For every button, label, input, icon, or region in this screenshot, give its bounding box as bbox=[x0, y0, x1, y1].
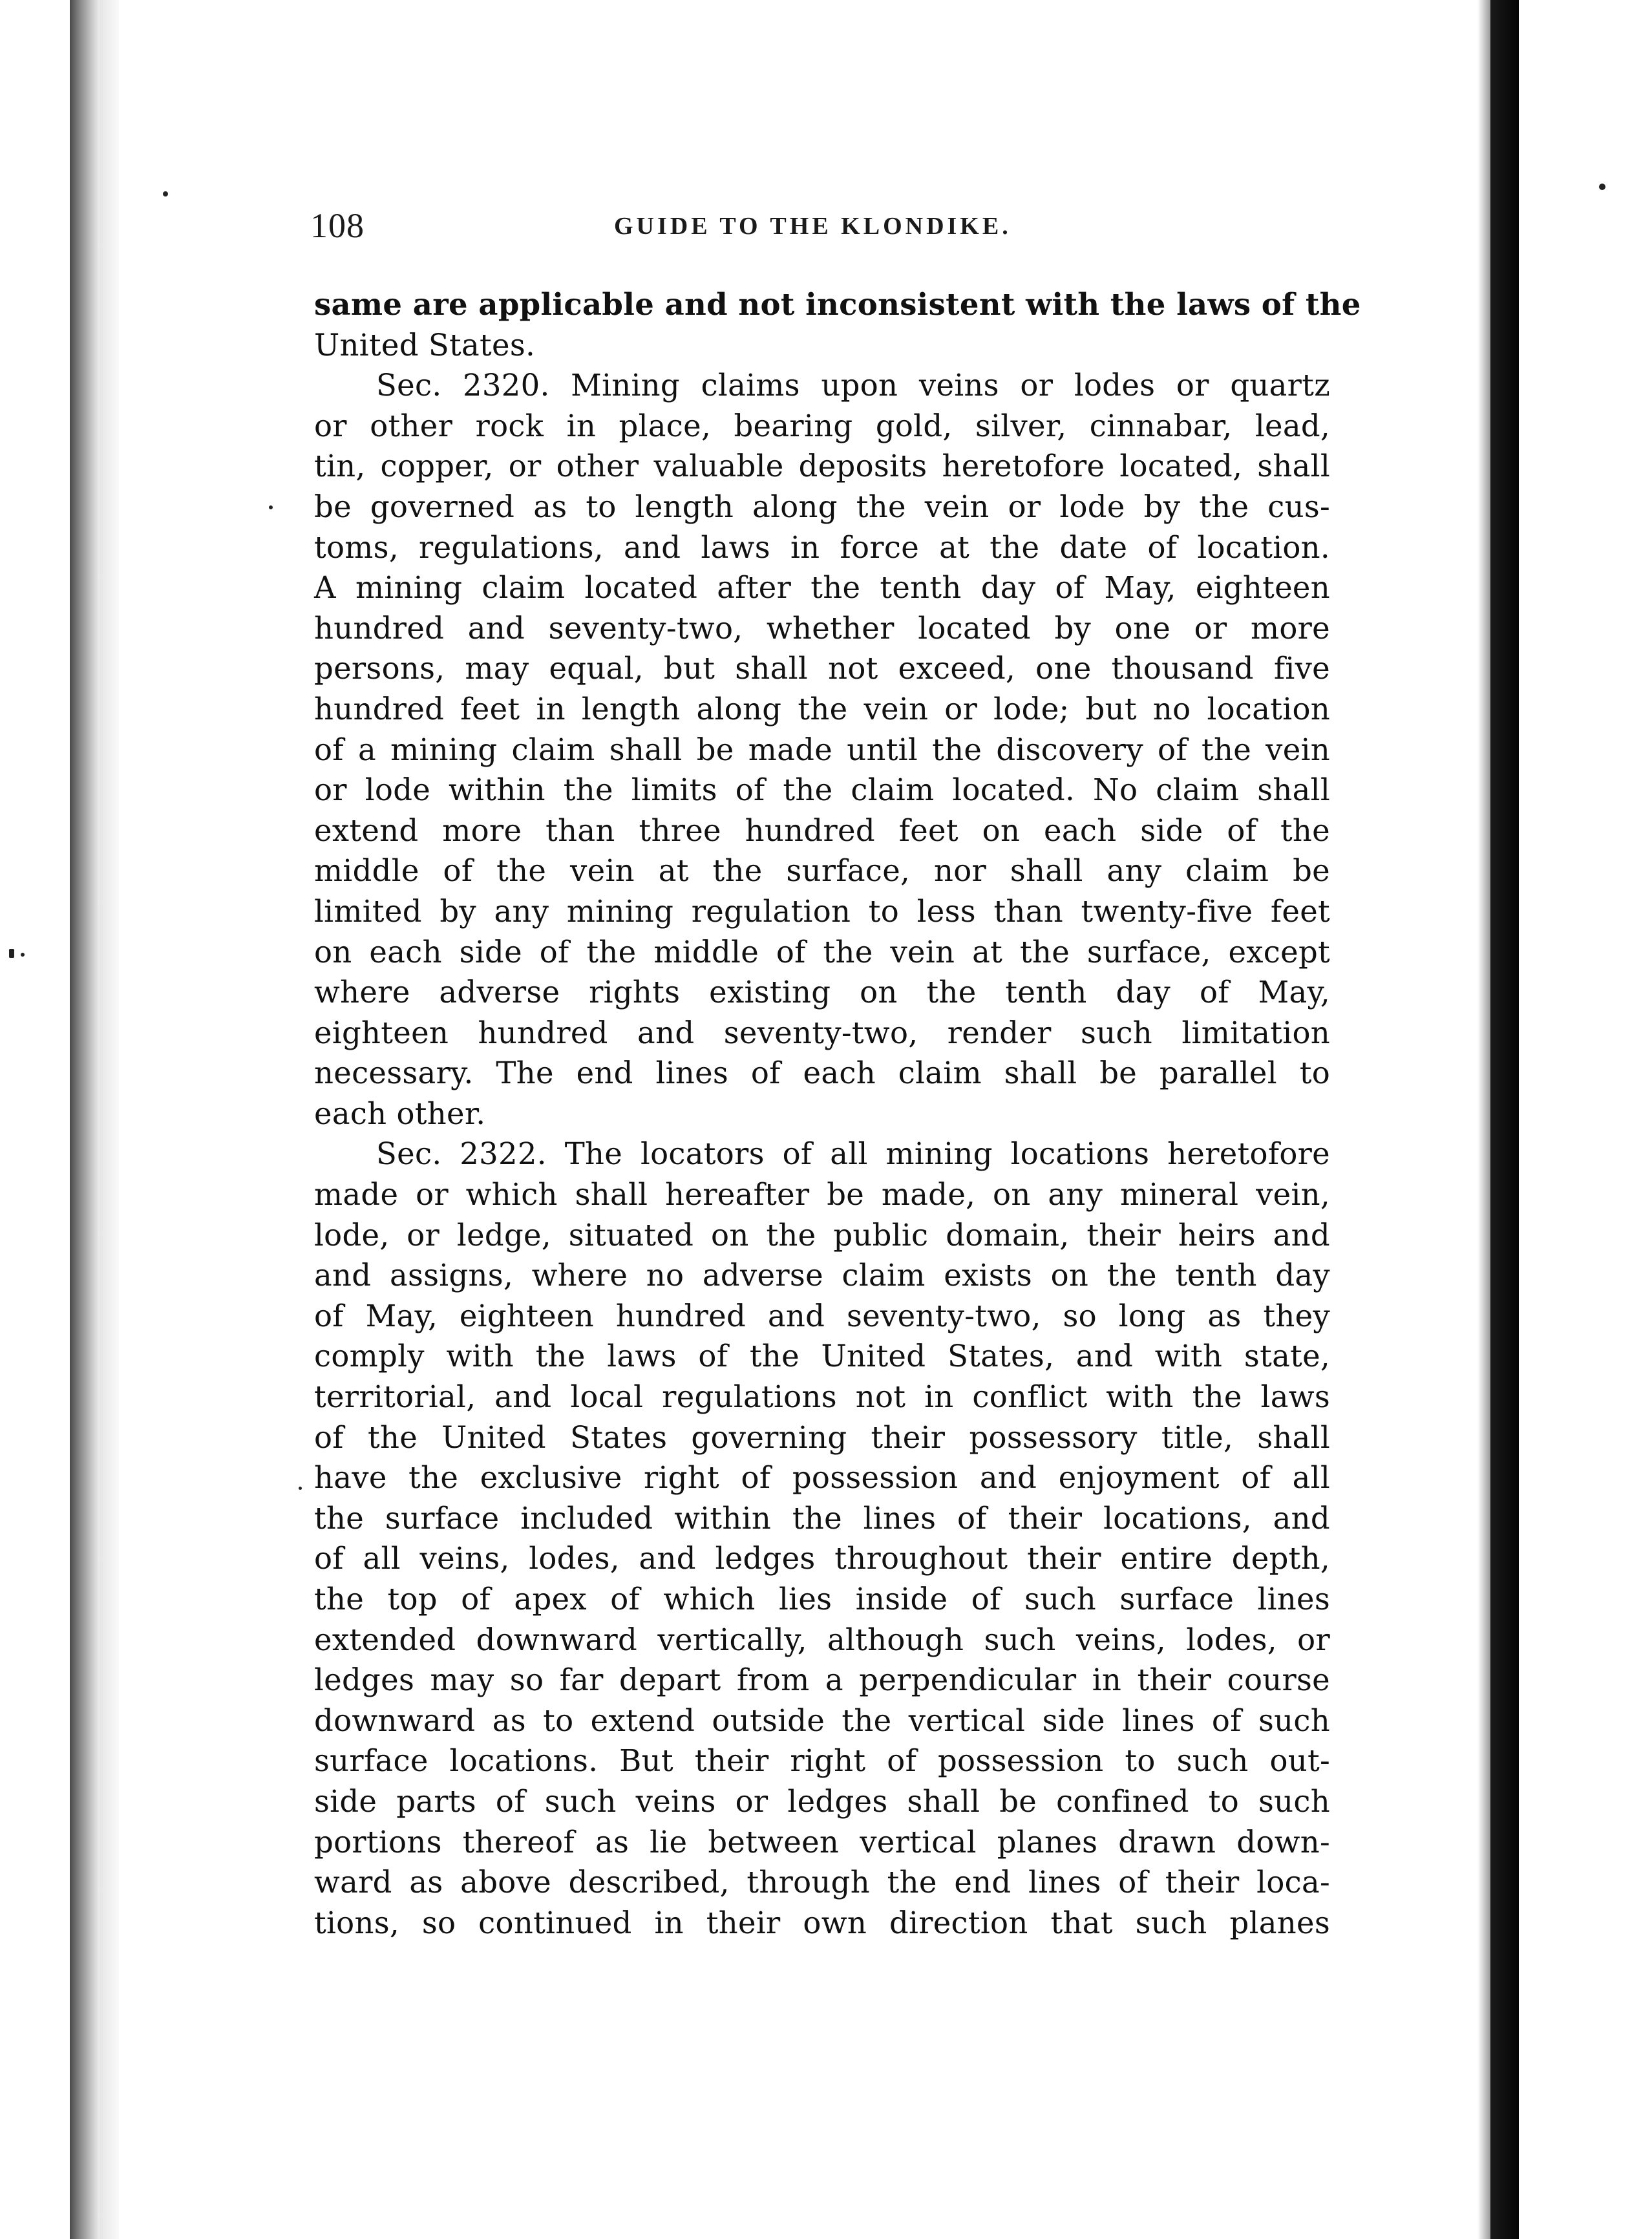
running-header bbox=[310, 206, 1331, 257]
text-line: or lode within the limits of the claim located. No claim shall bbox=[314, 772, 1330, 808]
text-line: comply with the laws of the United States, and with state, bbox=[314, 1339, 1330, 1374]
text-line: the surface included within the lines of their locations, and bbox=[314, 1500, 1330, 1536]
scan-speck bbox=[269, 505, 273, 509]
text-line: downward as to extend outside the vertical side lines of such bbox=[314, 1703, 1330, 1738]
text-line: persons, may equal, but shall not exceed, one thousand five bbox=[314, 651, 1330, 686]
text-line: territorial, and local regulations not in conflict with the laws bbox=[314, 1379, 1330, 1415]
text-line: made or which shall hereafter be made, on any mineral vein, bbox=[314, 1177, 1330, 1213]
scan-page-edge-left bbox=[100, 0, 119, 2239]
scan-binding-shadow-left bbox=[70, 0, 100, 2239]
text-line: of all veins, lodes, and ledges throughout their entire depth, bbox=[314, 1541, 1330, 1576]
text-line: United States. bbox=[314, 327, 536, 363]
scan-speck bbox=[21, 953, 25, 957]
text-line: surface locations. But their right of possession to such out- bbox=[314, 1743, 1330, 1779]
text-line: of the United States governing their possessory title, shall bbox=[314, 1419, 1330, 1455]
text-line: each other. bbox=[314, 1096, 486, 1131]
text-line: lode, or ledge, situated on the public domain, their heirs and bbox=[314, 1217, 1330, 1253]
text-line: eighteen hundred and seventy-two, render such limitation bbox=[314, 1015, 1330, 1050]
text-line: tin, copper, or other valuable deposits heretofore located, shall bbox=[314, 449, 1330, 484]
text-line: ward as above described, through the end lines of their loca- bbox=[314, 1865, 1330, 1900]
scan-border-right bbox=[1490, 0, 1519, 2239]
text-line: Sec. 2320. Mining claims upon veins or lodes or quartz bbox=[376, 368, 1330, 403]
text-line: the top of apex of which lies inside of such surface lines bbox=[314, 1582, 1330, 1617]
text-line: ledges may so far depart from a perpendicular in their course bbox=[314, 1662, 1330, 1698]
text-line: side parts of such veins or ledges shall be confined to such bbox=[314, 1783, 1330, 1819]
text-line: hundred and seventy-two, whether located by one or more bbox=[314, 610, 1330, 646]
text-line: middle of the vein at the surface, nor shall any claim be bbox=[314, 853, 1330, 889]
text-line: of a mining claim shall be made until the discovery of the vein bbox=[314, 732, 1330, 767]
text-line: or other rock in place, bearing gold, silver, cinnabar, lead, bbox=[314, 408, 1330, 443]
text-line: where adverse rights existing on the tenth day of May, bbox=[314, 975, 1330, 1010]
text-line: hundred feet in length along the vein or lode; but no location bbox=[314, 691, 1330, 727]
text-line: A mining claim located after the tenth day of May, eighteen bbox=[314, 570, 1330, 606]
running-title: GUIDE TO THE KLONDIKE. bbox=[614, 213, 1011, 240]
scan-margin-right bbox=[1519, 0, 1652, 2239]
text-line: extend more than three hundred feet on each side of the bbox=[314, 812, 1330, 848]
scan-speck bbox=[9, 949, 14, 958]
scan-speck bbox=[163, 191, 168, 196]
text-line: limited by any mining regulation to less than twenty-five feet bbox=[314, 893, 1330, 929]
text-line: tions, so continued in their own direction that such planes bbox=[314, 1905, 1330, 1940]
text-line: and assigns, where no adverse claim exists on the tenth day bbox=[314, 1258, 1330, 1293]
text-line: toms, regulations, and laws in force at the date of location. bbox=[314, 529, 1330, 565]
text-line: have the exclusive right of possession and enjoyment of all bbox=[314, 1460, 1330, 1496]
text-line: be governed as to length along the vein or lode by the cus- bbox=[314, 489, 1330, 524]
text-line: of May, eighteen hundred and seventy-two, so long as they bbox=[314, 1298, 1330, 1333]
text-line: portions thereof as lie between vertical planes drawn down- bbox=[314, 1824, 1330, 1860]
text-line: same are applicable and not inconsistent with the laws of the bbox=[314, 286, 1361, 322]
scan-edge-fade-right bbox=[1477, 0, 1490, 2239]
scan-speck bbox=[299, 1487, 302, 1490]
text-line: Sec. 2322. The locators of all mining locations heretofore bbox=[376, 1136, 1330, 1172]
scan-speck bbox=[1599, 184, 1605, 190]
page-number: 108 bbox=[310, 206, 365, 245]
text-line: on each side of the middle of the vein at the surface, except bbox=[314, 934, 1330, 970]
text-line: extended downward vertically, although such veins, lodes, or bbox=[314, 1622, 1330, 1657]
body-text bbox=[314, 284, 1361, 1943]
text-line: necessary. The end lines of each claim shall be parallel to bbox=[314, 1056, 1330, 1091]
